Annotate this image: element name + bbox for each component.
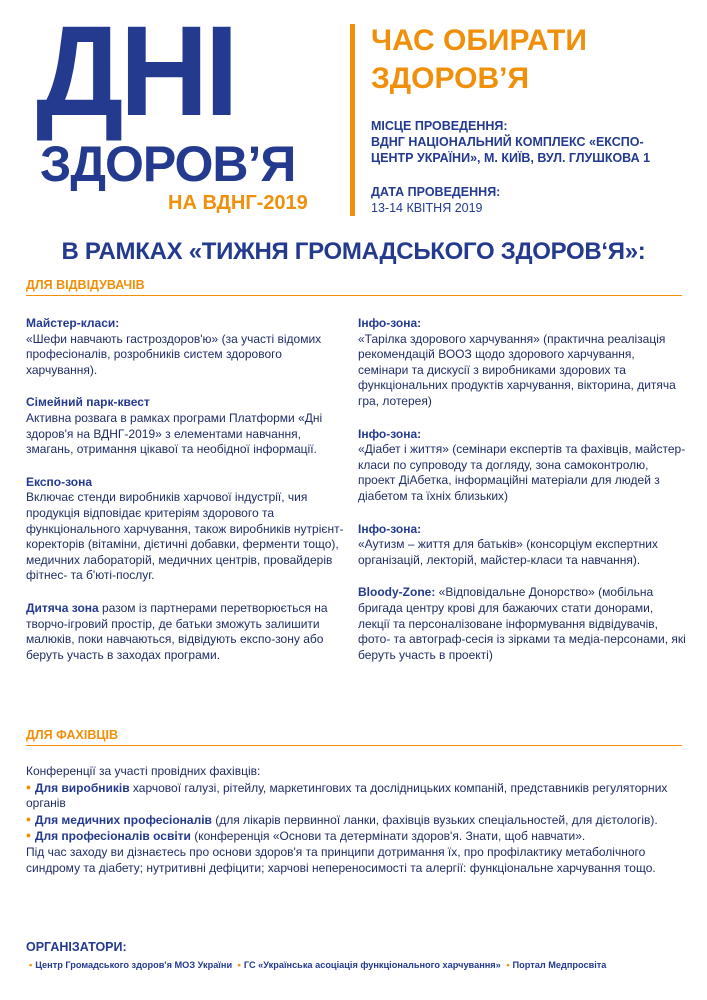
- list-item: [358, 522, 688, 569]
- bullet-text: харчової галузі, рітейлу, маркетингових та дослідницьких компаній, представників регуляторних органів: [26, 780, 668, 811]
- list-item: [26, 475, 344, 584]
- visitors-left-column: [26, 316, 344, 680]
- item-title: Експо-зона: [26, 474, 93, 489]
- bullet-icon: •: [26, 778, 31, 795]
- item-title: Дитяча зона: [26, 600, 99, 615]
- event-title-line-1: ЧАС ОБИРАТИ: [371, 24, 587, 57]
- venue-line-2: ЦЕНТР УКРАЇНИ», М. КИЇВ, ВУЛ. ГЛУШКОВА 1: [371, 151, 651, 165]
- item-text: «Діабет і життя» (семінари експертів та фахівців, майстер-класи по супроводу та догляду, зона самоконтролю, проект ДіАбетка, інформаційні матеріали для людей з діабетом та їхніх близьких): [358, 442, 686, 503]
- bullet-icon: •: [26, 827, 31, 844]
- date-label: ДАТА ПРОВЕДЕННЯ:: [371, 185, 501, 199]
- organizer-item: Центр Громадського здоров'я МОЗ України: [35, 960, 233, 970]
- bullet-icon: •: [237, 960, 241, 970]
- venue-block: [371, 118, 701, 166]
- event-title: [371, 22, 691, 98]
- date-value: 13-14 КВІТНЯ 2019: [371, 201, 483, 215]
- professionals-block: [26, 764, 686, 876]
- item-text: Активна розвага в рамках програми Платформи «Дні здоров'я на ВДНГ-2019» з елементами навчання, змагань, отримання цікавої та необідної інформації.: [26, 410, 323, 457]
- list-item: [26, 395, 344, 457]
- item-title: Майстер-класи:: [26, 316, 120, 330]
- item-text: «Тарілка здорового харчування» (практична реалізація рекомендацій ВООЗ щодо здорового харчування, семінари та дискусії з виробниками здорових та функціональних продуктів харчування, вікторина, дитяча гра, лотерея): [358, 331, 676, 408]
- list-item: [26, 316, 344, 378]
- logo-dni: ДНІ: [36, 0, 235, 143]
- logo-divider: [350, 24, 355, 216]
- list-item: [358, 427, 688, 505]
- item-text: «Відповідальне Донорство» (мобільна бригада центру крові для бажаючих стати донорами, лекції та персоналізоване інформування відвідувачів, фото- та автограф-сесія із зірками та медіа-персонами, які беруть участь в проекті): [358, 585, 686, 662]
- bullet-icon: •: [29, 960, 33, 970]
- item-text: разом із партнерами перетворюється на творчо-ігровий простір, де батьки зможуть залишити малюків, поки навчаються, відвідують експо-зону або беруть участь в заходах програми.: [26, 600, 328, 662]
- item-text: «Шефи навчають гастроздоров'ю» (за участі відомих професіоналів, розробників систем здорового харчування).: [26, 331, 322, 377]
- organizers-heading: ОРГАНІЗАТОРИ:: [26, 940, 127, 954]
- item-title: Інфо-зона:: [358, 316, 422, 330]
- visitors-right-column: [358, 316, 688, 680]
- main-heading: В РАМКАХ «ТИЖНЯ ГРОМАДСЬКОГО ЗДОРОВ‘Я»:: [61, 238, 646, 265]
- venue-line-1: ВДНГ НАЦІОНАЛЬНИЙ КОМПЛЕКС «ЕКСПО-: [371, 135, 644, 149]
- list-item: [358, 585, 688, 663]
- bullet-text: (конференція «Основи та детермінати здоров'я. Знати, щоб навчати».: [190, 829, 586, 844]
- list-item: [26, 780, 686, 812]
- bullet-bold: Для професіоналів освіти: [34, 829, 191, 844]
- bullet-bold: Для медичних професіоналів: [34, 812, 212, 827]
- item-title: Bloody-Zone:: [358, 585, 436, 600]
- professionals-outro: Під час заходу ви дізнаєтесь про основи здоров'я та принципи дотримання їх, про профілактику метаболічного синдрому та діабету; нутритивні дефіцити; харчові непереносимості та алергії: функціональне харчування тощо.: [26, 844, 656, 875]
- organizer-item: Портал Медпросвіта: [512, 960, 607, 970]
- item-text: Включає стенди виробників харчової індустрії, чия продукція відповідає критеріям здорового та функціонального харчування, також виробників нутрієнт-коректорів (вітаміни, дієтичні добавки, ферменти тощо), медичних лабораторій, медичних центрів, провайдерів фітнес- та б'юті-послуг.: [26, 490, 344, 583]
- item-title: Сімейний парк-квест: [26, 395, 150, 410]
- section-heading-visitors: ДЛЯ ВІДВІДУВАЧІВ: [26, 278, 682, 296]
- list-item: [26, 601, 344, 663]
- event-title-line-2: ЗДОРОВ’Я: [371, 62, 530, 95]
- item-title: Інфо-зона:: [358, 521, 422, 536]
- logo-zdorovya: ЗДОРОВ’Я: [40, 136, 296, 192]
- professionals-intro: Конференції за участі провідних фахівців:: [26, 764, 261, 778]
- logo-vdng: НА ВДНГ-2019: [168, 192, 308, 214]
- venue-label: МІСЦЕ ПРОВЕДЕННЯ:: [371, 119, 508, 133]
- organizer-item: ГС «Українська асоціація функціонального харчування»: [243, 960, 501, 970]
- organizers-list: [26, 960, 696, 970]
- list-item: [358, 316, 688, 410]
- bullet-icon: •: [26, 810, 31, 827]
- bullet-icon: •: [506, 960, 510, 970]
- item-text: «Аутизм – життя для батьків» (консорціум експертних організацій, лекторій, майстер-класи та навчання).: [358, 537, 658, 567]
- item-title: Інфо-зона:: [358, 426, 422, 441]
- bullet-bold: Для виробників: [34, 780, 130, 795]
- date-block: [371, 184, 701, 216]
- section-heading-professionals: ДЛЯ ФАХІВЦІВ: [26, 728, 682, 746]
- list-item: [26, 812, 686, 829]
- bullet-text: (для лікарів первинної ланки, фахівців вузьких спеціальностей, для дієтологів).: [211, 812, 658, 827]
- list-item: [26, 828, 686, 845]
